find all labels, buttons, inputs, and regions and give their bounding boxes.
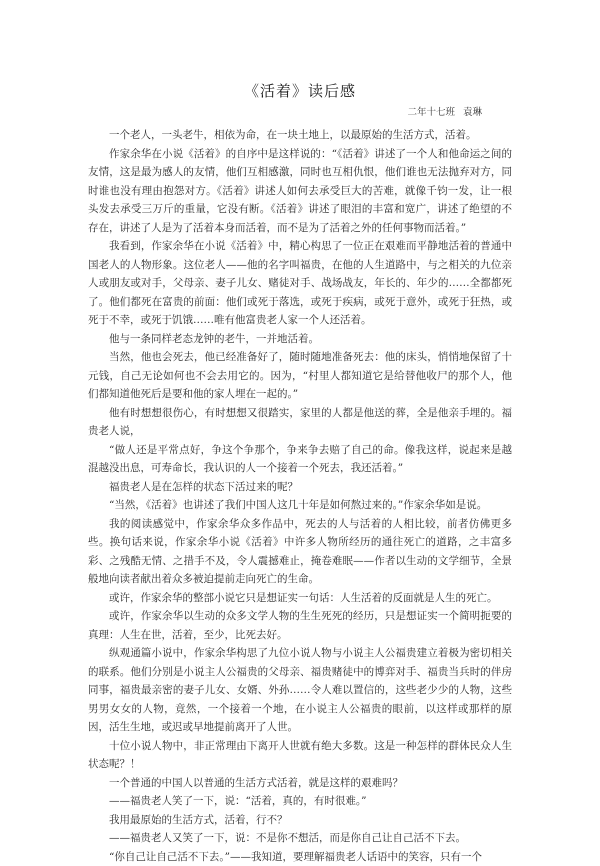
paragraph: 或许，作家余华以生动的众多文学人物的生生死死的经历，只是想证实一个简明扼要的真理：人生在世，活着，至少，比死去好。 [88, 607, 512, 644]
author-class: 二年十七班 [407, 107, 455, 118]
paragraph: 福贵老人是在怎样的状态下活过来的呢？ [88, 478, 512, 497]
paragraph: 我用最原始的生活方式，活着，行不？ [88, 811, 512, 830]
essay-body [88, 126, 512, 866]
paragraph: “当然，《活着》也讲述了我们中国人这几十年是如何熬过来的。”作家余华如是说。 [88, 496, 512, 515]
paragraph: 当然，他也会死去，他已经准备好了，随时随地准备死去：他的床头，悄悄地保留了十元钱，自己无论如何也不会去用它的。因为，“村里人都知道它是给替他收尸的那个人，他们都知道他死后是要和他的家人埋在一起的。” [88, 348, 512, 404]
paragraph: 一个普通的中国人以普通的生活方式活着，就是这样的艰难吗？ [88, 774, 512, 793]
paragraph: “你自己让自己活不下去。”——我知道，要理解福贵老人话语中的笑容，只有一个 [88, 848, 512, 866]
paragraph: 一个老人，一头老牛，相依为命，在一块土地上，以最原始的生活方式，活着。 [88, 126, 512, 145]
paragraph: “做人还是平常点好，争这个争那个，争来争去赔了自己的命。像我这样，说起来是越混越没出息，可寿命长，我认识的人一个接着一个死去，我还活着。” [88, 441, 512, 478]
paragraph: 作家余华在小说《活着》的自序中是这样说的：“《活着》讲述了一个人和他命运之间的友情，这是最为感人的友情，他们互相感激，同时也互相仇恨，他们谁也无法抛弃对方，同时谁也没有理由抱怨对方。《活着》讲述人如何去承受巨大的苦难，就像千钧一发，让一根头发去承受三万斤的重量，它没有断。《活着》讲述了眼泪的丰富和宽广，讲述了绝望的不存在，讲述了人是为了活着本身而活着，而不是为了活着之外的任何事物而活着。” [88, 145, 512, 238]
paragraph: 他与一条同样老态龙钟的老牛，一并地活着。 [88, 330, 512, 349]
paragraph: 他有时想想很伤心，有时想想又很踏实，家里的人都是他送的葬，全是他亲手埋的。福贵老人说， [88, 404, 512, 441]
paragraph: 或许，作家余华的整部小说它只是想证实一句话：人生活着的反面就是人生的死亡。 [88, 589, 512, 608]
author-byline [407, 104, 482, 118]
paragraph: ——福贵老人笑了一下，说：“活着，真的，有时很难。” [88, 792, 512, 811]
paragraph: 十位小说人物中，非正常理由下离开人世就有绝大多数。这是一种怎样的群体民众人生状态呢？！ [88, 737, 512, 774]
paragraph: 我看到，作家余华在小说《活着》中，精心构思了一位正在艰难而平静地活着的普通中国老人的人物形象。这位老人——他的名字叫福贵，在他的人生道路中，与之相关的九位亲人或朋友或对手，父母亲、妻子儿女、赌徒对手、战场战友，年长的、年少的……全都都死了。他们都死在富贵的前面：他们或死于落选，或死于疾病，或死于意外，或死于狂热，或死于不幸，或死于饥饿……唯有他富贵老人家一个人还活着。 [88, 237, 512, 330]
document-title: 《活着》读后感 [0, 80, 600, 101]
paragraph: ——福贵老人又笑了一下，说：不是你不想活，而是你自己让自己活不下去。 [88, 829, 512, 848]
author-name: 袁琳 [463, 107, 482, 118]
paragraph: 纵观通篇小说中，作家余华构思了九位小说人物与小说主人公福贵建立着极为密切相关的联系。他们分别是小说主人公福贵的父母亲、福贵赌徒中的博弈对手、福贵当兵时的伴房同事，福贵最亲密的妻子儿女、女婿、外孙……令人难以置信的，这些老少少的人物，这些男男女女的人物，竟然，一个接着一个地，在小说主人公福贵的眼前，以这样或那样的原因，活生生地，或迟或早地提前离开了人世。 [88, 644, 512, 737]
paragraph: 我的阅读感觉中，作家余华众多作品中，死去的人与活着的人相比较，前者仿佛更多些。换句话来说，作家余华小说《活着》中许多人物所经历的通往死亡的道路，之丰富多彩、之残酷无情、之措手不及，令人震撼难止，掩卷难眠——作者以生动的文学细节，全景般地向读者献出着众多被迫提前走向死亡的生命。 [88, 515, 512, 589]
